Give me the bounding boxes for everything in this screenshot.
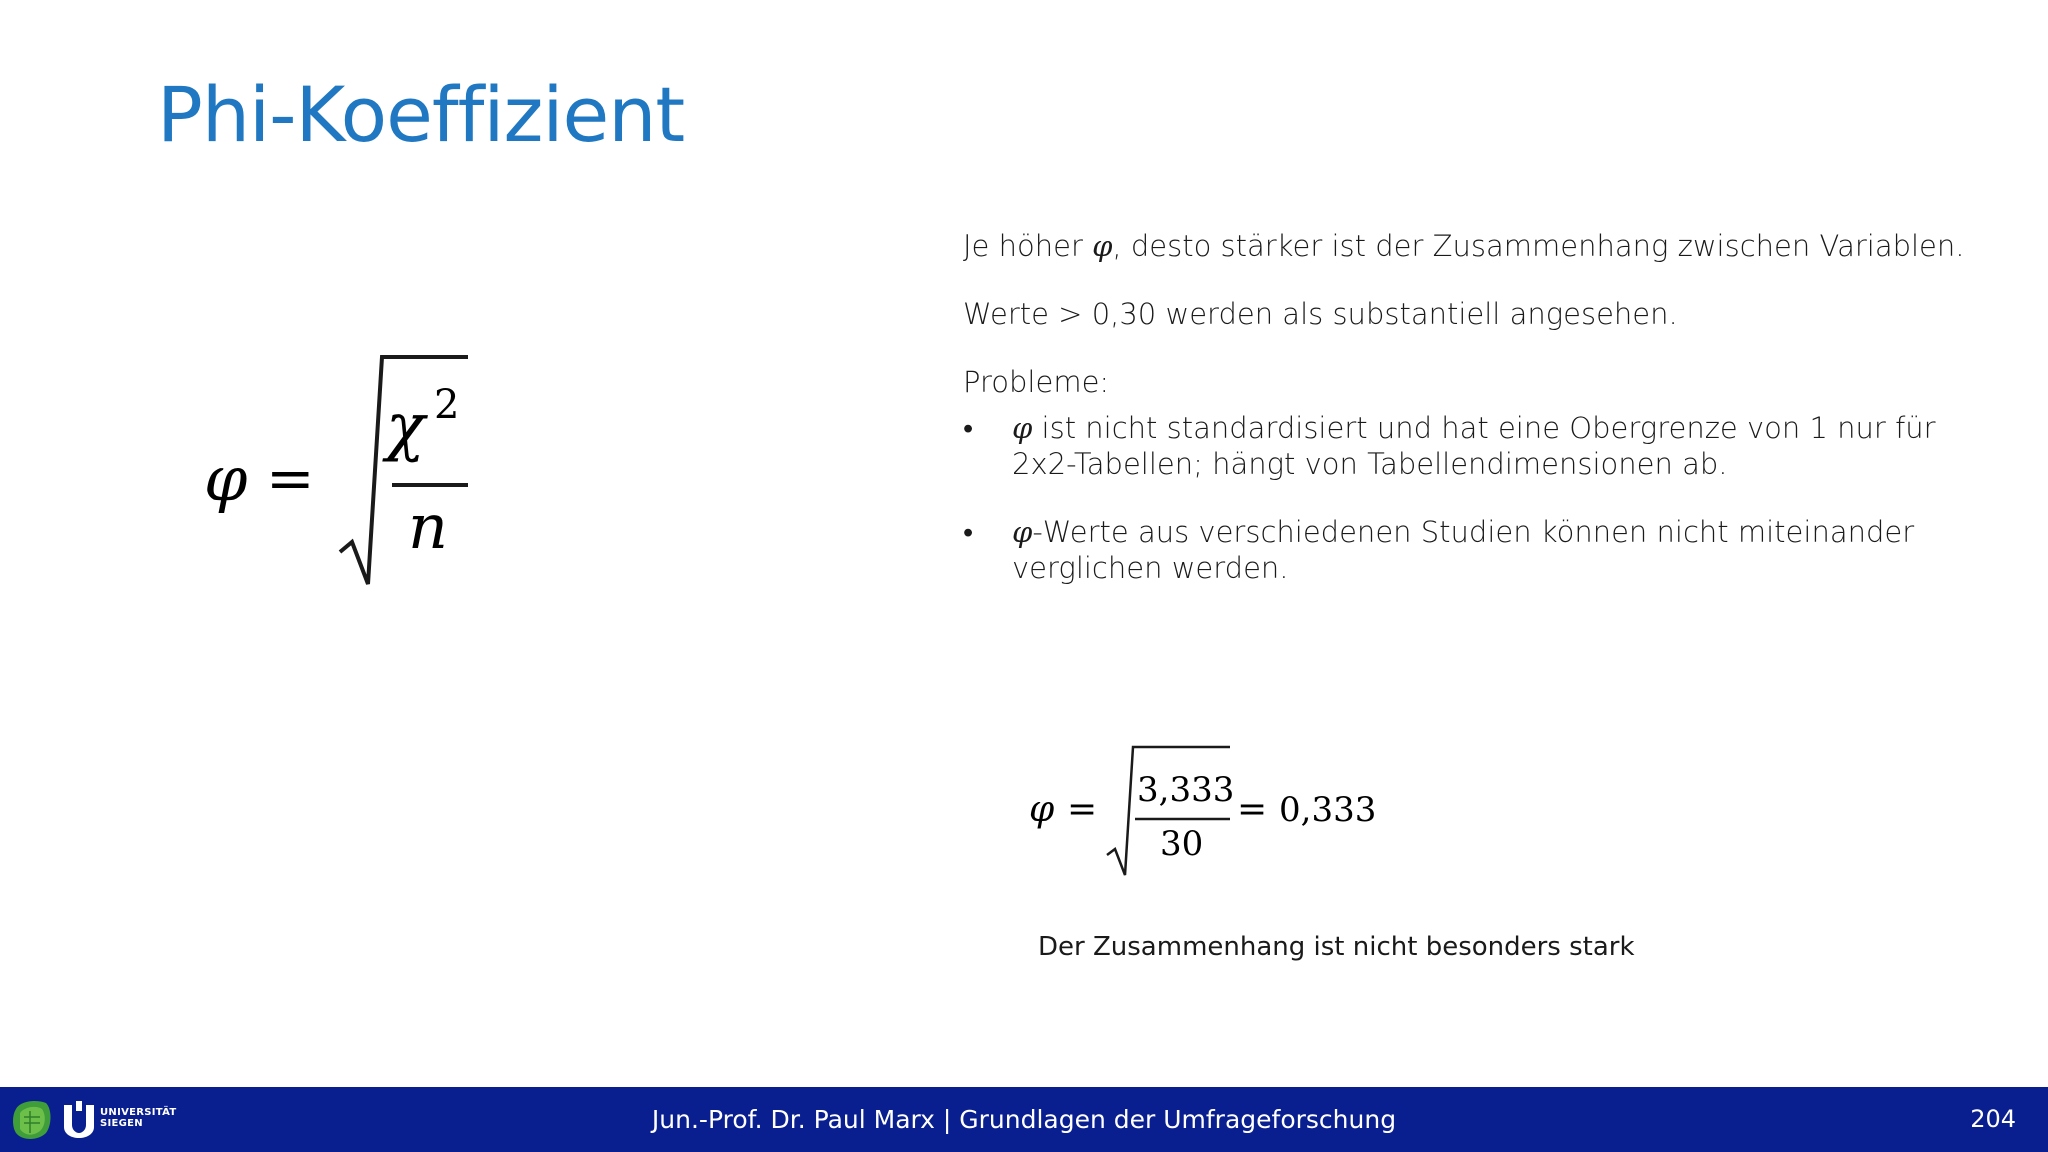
logo-text-line1: UNIVERSITÄT bbox=[100, 1107, 177, 1118]
bullet-text: -Werte aus verschiedenen Studien können nicht miteinander verglichen werden. bbox=[1012, 515, 1915, 585]
paragraph-prefix: Je höher bbox=[963, 229, 1093, 263]
phi-formula bbox=[200, 352, 480, 592]
example-numerator: 3,333 bbox=[1137, 770, 1235, 810]
example-formula bbox=[1025, 743, 1385, 883]
footer-caption: Jun.-Prof. Dr. Paul Marx | Grundlagen der Umfrageforschung bbox=[651, 1105, 1397, 1134]
footer-bar bbox=[0, 1087, 2048, 1152]
bullet-marker: • bbox=[963, 411, 974, 445]
bullet-marker: • bbox=[963, 515, 974, 549]
example-result-equals: = bbox=[1237, 789, 1268, 830]
paragraph-phi-strength bbox=[963, 228, 1963, 264]
example-formula-svg bbox=[1025, 743, 1385, 883]
formula-chi-exponent: 2 bbox=[434, 382, 460, 428]
problems-list bbox=[963, 410, 1963, 586]
formula-lhs-phi: φ bbox=[204, 442, 248, 515]
example-result: 0,333 bbox=[1279, 790, 1377, 830]
list-item bbox=[963, 410, 1963, 482]
phi-formula-svg bbox=[200, 352, 480, 592]
paragraph-suffix: , desto stärker ist der Zusammenhang zwischen Variablen. bbox=[1112, 229, 1965, 263]
phi-symbol: φ bbox=[1092, 229, 1113, 263]
example-denominator: 30 bbox=[1160, 824, 1204, 864]
conclusion-text: Der Zusammenhang ist nicht besonders stark bbox=[1038, 932, 1635, 962]
slide-title: Phi-Koeffizient bbox=[157, 70, 685, 159]
page-number: 204 bbox=[1970, 1105, 2016, 1133]
phi-symbol: φ bbox=[1012, 411, 1033, 445]
list-item bbox=[963, 514, 1963, 586]
explanation-text bbox=[963, 228, 1963, 618]
paragraph-problems-heading: Probleme: bbox=[963, 365, 1110, 399]
bullet-text: ist nicht standardisiert und hat eine Obergrenze von 1 nur für 2x2-Tabellen; hängt von Tabellendimensionen ab. bbox=[1012, 411, 1936, 481]
paragraph-threshold: Werte > 0,30 werden als substantiell angesehen. bbox=[963, 297, 1678, 331]
example-equals: = bbox=[1067, 789, 1098, 830]
formula-chi: χ bbox=[386, 390, 425, 464]
logo-text-line2: SIEGEN bbox=[100, 1118, 143, 1129]
formula-n: n bbox=[408, 490, 448, 563]
phi-symbol: φ bbox=[1012, 515, 1033, 549]
formula-equals: = bbox=[266, 444, 315, 512]
example-lhs-phi: φ bbox=[1029, 789, 1055, 830]
